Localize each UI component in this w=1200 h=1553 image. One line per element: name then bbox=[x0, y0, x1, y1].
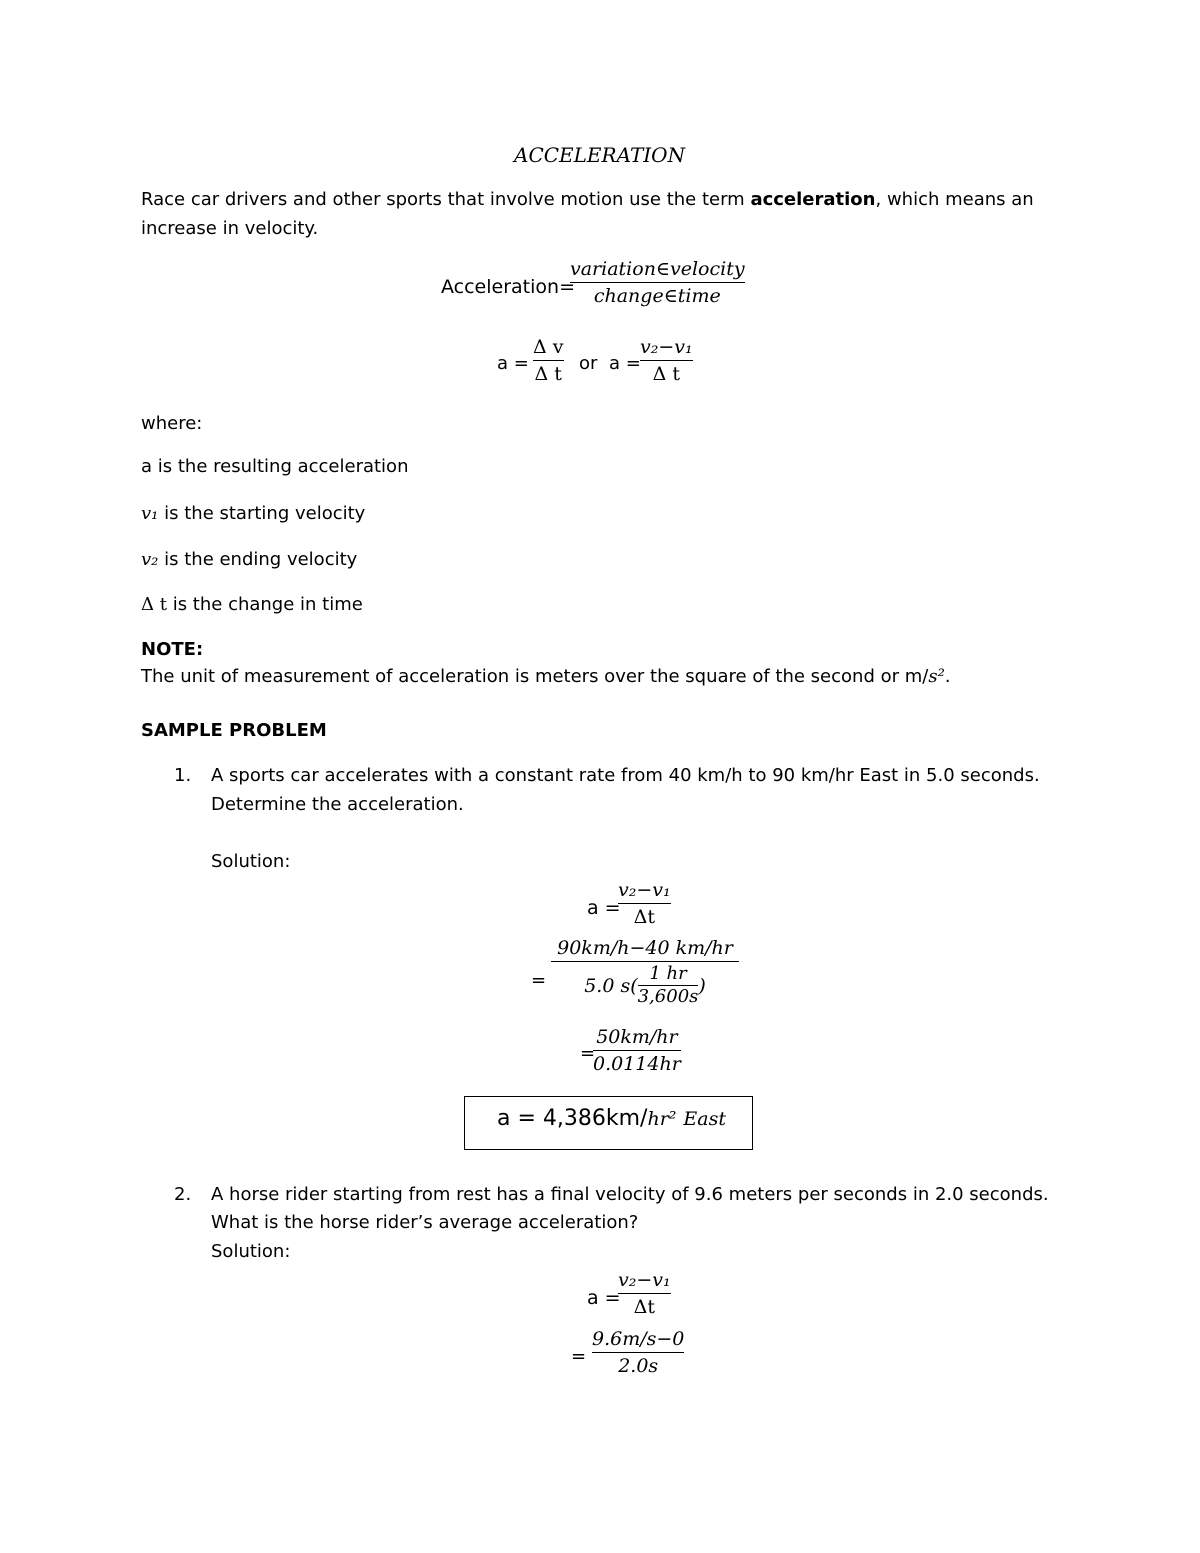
problem1-step1-fraction bbox=[618, 879, 671, 928]
formula1-label: Acceleration= bbox=[441, 276, 575, 298]
intro-bold-term: acceleration bbox=[750, 189, 876, 210]
problem1-step3-num: 50km/hr bbox=[596, 1026, 678, 1048]
note-end: . bbox=[944, 666, 951, 687]
intro-text-after: , which means an bbox=[875, 189, 1034, 210]
problem1-answer-direction: East bbox=[683, 1108, 726, 1130]
problem1-answer-unit: hr² bbox=[647, 1108, 677, 1130]
problem1-step2-inner-num: 1 hr bbox=[649, 963, 687, 984]
problem1-step2-fraction bbox=[551, 937, 739, 1007]
definition-dt-text: is the change in time bbox=[172, 594, 363, 615]
definition-v1-text: is the starting velocity bbox=[164, 503, 366, 524]
formula2-num1: Δ v bbox=[533, 336, 564, 358]
problem2-step1-lhs: a = bbox=[587, 1287, 621, 1309]
problem2-line1: A horse rider starting from rest has a final velocity of 9.6 meters per seconds in 2.0 seconds. bbox=[211, 1184, 1049, 1205]
definition-v2 bbox=[141, 549, 357, 571]
problem1-step1-num: v₂−v₁ bbox=[618, 879, 671, 901]
fraction-bar bbox=[618, 903, 671, 904]
problem1-step2-num: 90km/h−40 km/hr bbox=[557, 937, 733, 959]
symbol-delta-t: Δ t bbox=[141, 594, 167, 615]
page-title: ACCELERATION bbox=[514, 143, 686, 167]
formula2-den2: Δ t bbox=[652, 363, 681, 385]
intro-line-1 bbox=[141, 189, 1034, 211]
problem2-step2-fraction bbox=[592, 1328, 684, 1377]
fraction-bar bbox=[640, 360, 693, 361]
definition-v2-text: is the ending velocity bbox=[164, 549, 358, 570]
definition-dt bbox=[141, 594, 363, 616]
formula2-a-eq2: a = bbox=[609, 353, 641, 374]
problem2-line2: What is the horse rider’s average acceleration? bbox=[211, 1212, 639, 1233]
fraction-bar bbox=[570, 282, 745, 283]
intro-line-2: increase in velocity. bbox=[141, 218, 319, 239]
problem1-step1-lhs: a = bbox=[587, 897, 621, 919]
problem2-solution-label: Solution: bbox=[211, 1241, 291, 1262]
problem1-step2-eq: = bbox=[531, 970, 547, 991]
formula2-den1: Δ t bbox=[534, 363, 562, 385]
note-unit: s² bbox=[928, 666, 945, 687]
formula1-fraction bbox=[570, 258, 745, 307]
where-label: where: bbox=[141, 413, 203, 434]
problem2-step2-den: 2.0s bbox=[618, 1355, 659, 1377]
problem1-step2-den bbox=[584, 964, 706, 1007]
fraction-bar bbox=[533, 360, 564, 361]
fraction-bar bbox=[593, 1050, 681, 1051]
problem1-step3-eq: = bbox=[580, 1043, 596, 1064]
fraction-bar bbox=[618, 1293, 671, 1294]
problem1-step3-den: 0.0114hr bbox=[593, 1053, 681, 1075]
note-heading: NOTE: bbox=[141, 639, 204, 660]
problem1-step1-den: Δt bbox=[633, 906, 655, 928]
problem2-number: 2. bbox=[174, 1184, 192, 1205]
problem1-line1: A sports car accelerates with a constant rate from 40 km/h to 90 km/hr East in 5.0 seconds. bbox=[211, 765, 1040, 786]
formula2-a-eq: a = bbox=[497, 353, 529, 374]
problem1-solution-label: Solution: bbox=[211, 851, 291, 872]
problem1-step2-inner-fraction bbox=[638, 964, 699, 1007]
problem1-step2-inner-den: 3,600s bbox=[637, 986, 699, 1007]
note-text-body: The unit of measurement of acceleration is meters over the square of the second or m/ bbox=[141, 666, 929, 687]
symbol-v1: v₁ bbox=[141, 503, 159, 524]
problem2-step2-eq: = bbox=[571, 1346, 587, 1367]
symbol-v2: v₂ bbox=[141, 549, 159, 570]
problem1-step2-den-pre: 5.0 s( bbox=[584, 974, 638, 997]
formula2-num2: v₂−v₁ bbox=[640, 336, 693, 358]
formula2-or: or bbox=[579, 353, 598, 374]
definition-a: a is the resulting acceleration bbox=[141, 456, 409, 477]
intro-text-before: Race car drivers and other sports that involve motion use the term bbox=[141, 189, 751, 210]
problem1-step2-den-post: ) bbox=[698, 974, 706, 997]
fraction-bar bbox=[592, 1352, 684, 1353]
problem2-step2-num: 9.6m/s−0 bbox=[592, 1328, 685, 1350]
sample-heading: SAMPLE PROBLEM bbox=[141, 720, 327, 741]
problem2-step1-den: Δt bbox=[633, 1296, 655, 1318]
formula2-fraction-1 bbox=[533, 336, 564, 385]
problem1-line2: Determine the acceleration. bbox=[211, 794, 464, 815]
definition-v1 bbox=[141, 503, 365, 525]
fraction-bar bbox=[551, 961, 739, 962]
problem1-answer bbox=[497, 1106, 726, 1132]
problem1-answer-text: a = 4,386km/ bbox=[497, 1106, 648, 1131]
problem2-step1-fraction bbox=[618, 1269, 671, 1318]
problem1-number: 1. bbox=[174, 765, 192, 786]
note-text bbox=[141, 666, 951, 688]
formula1-numerator: variation∈velocity bbox=[570, 258, 745, 280]
formula1-denominator: change∈time bbox=[593, 285, 721, 307]
problem2-step1-num: v₂−v₁ bbox=[618, 1269, 671, 1291]
problem1-step3-fraction bbox=[593, 1026, 681, 1075]
formula2-fraction-2 bbox=[640, 336, 693, 385]
